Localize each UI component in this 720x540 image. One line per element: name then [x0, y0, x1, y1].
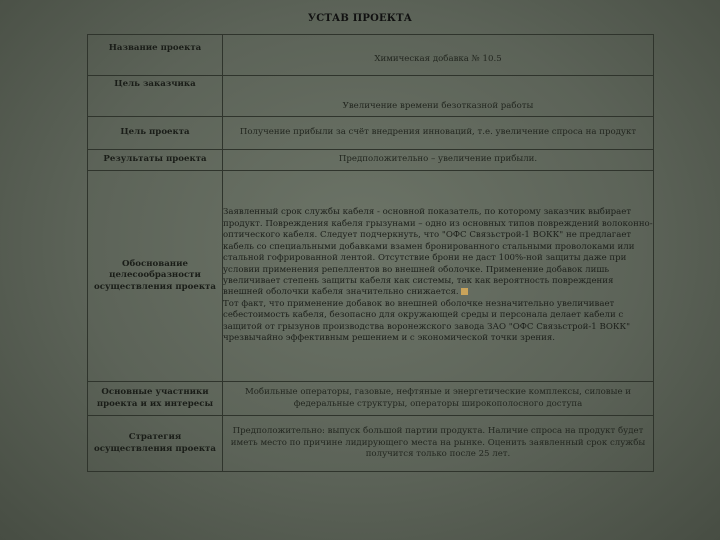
row-label-text: Результаты проекта: [103, 154, 207, 165]
row-value-text: Предположительно – увеличение прибыли.: [338, 154, 538, 165]
row-label-strategy: [88, 416, 223, 472]
row-value-text: Химическая добавка № 10.5: [374, 54, 502, 65]
row-label-client-goal: [88, 76, 223, 117]
project-charter-table: [87, 34, 654, 472]
table-row: [88, 76, 654, 117]
row-value-text: Мобильные операторы, газовые, нефтяные и энергетические комплексы, силовые и федеральные структуры, операторы широкополосного доступа: [244, 387, 632, 409]
row-value-project-results: [223, 150, 654, 171]
table-row: [88, 150, 654, 171]
row-label-text: Цель проекта: [120, 127, 190, 138]
row-label-participants: [88, 382, 223, 416]
row-label-text: Стратегия осуществления проекта: [94, 432, 216, 454]
row-label-text: Цель заказчика: [114, 79, 196, 89]
table-row: [88, 35, 654, 76]
table-row: [88, 382, 654, 416]
row-value-project-name: [223, 35, 654, 76]
table-row: [88, 171, 654, 382]
row-label-project-name: [88, 35, 223, 76]
row-value-strategy: [223, 416, 654, 472]
row-label-text: Основные участники проекта и их интересы: [96, 387, 214, 409]
row-label-text: Название проекта: [108, 43, 202, 53]
row-value-justification: [223, 171, 654, 382]
justification-paragraph-1: Заявленный срок службы кабеля - основной показатель, по которому заказчик выбирает продукт. Повреждения кабеля грызунами – одно из основных типов повреждений волоконно-оптического кабеля. Следует подчеркнуть, что "ОФС Связьстрой-1 ВОКК" не предлагает кабель со специальными добавками взамен бронированного стальными проволоками или стальной гофрированной лентой. Отсутствие брони не даст 100%-ной защиты даже при условии применения репеллентов во внешней оболочке. Применение добавок лишь увеличивает степень защиты кабеля как системы, так как вероятность повреждения внешней оболочки кабеля значительно снижается.: [223, 207, 653, 298]
text-cursor-marker: [461, 288, 468, 295]
row-value-text: Увеличение времени безотказной работы: [342, 100, 534, 111]
row-value-participants: [223, 382, 654, 416]
row-label-project-goal: [88, 117, 223, 150]
row-label-project-results: [88, 150, 223, 171]
table-row: [88, 117, 654, 150]
row-value-project-goal: [223, 117, 654, 150]
row-value-client-goal: [223, 76, 654, 117]
page-title: УСТАВ ПРОЕКТА: [307, 13, 413, 24]
table-row: [88, 416, 654, 472]
row-value-text: Получение прибыли за счёт внедрения инноваций, т.е. увеличение спроса на продукт: [239, 127, 637, 138]
row-value-text: Предположительно: выпуск большой партии продукта. Наличие спроса на продукт будет иметь место по причине лидирующего места на рынке. Оценить заявленный срок службы получится только после 25 лет.: [230, 426, 646, 460]
row-label-justification: [88, 171, 223, 382]
row-label-text: Обоснование целесообразности осуществления проекта: [94, 258, 216, 292]
justification-paragraph-2: Тот факт, что применение добавок во внешней оболочке незначительно увеличивает себестоимость кабеля, безопасно для окружающей среды и персонала делает кабели с защитой от грызунов производства воронежского завода ЗАО "ОФС Связьстрой-1 ВОКК" чрезвычайно эффективным решением и с экономической точки зрения.: [223, 298, 631, 344]
